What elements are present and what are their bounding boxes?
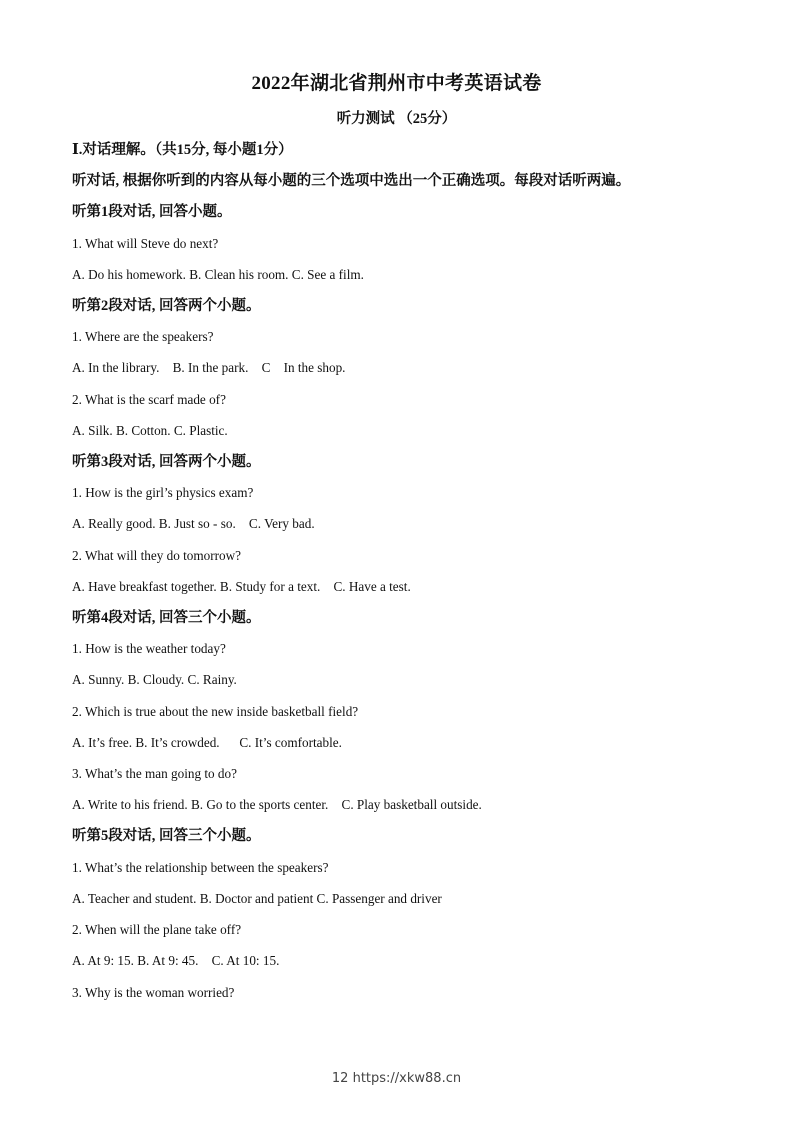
question-text: 2. Which is true about the new inside basketball field? bbox=[72, 704, 359, 719]
question-text: 1. What will Steve do next? bbox=[72, 236, 219, 251]
section-heading: 听第5段对话, 回答三个小题。 bbox=[72, 828, 261, 844]
section-heading: 听第3段对话, 回答两个小题。 bbox=[72, 454, 261, 470]
answer-options: A. At 9: 15. B. At 9: 45. C. At 10: 15. bbox=[72, 953, 280, 968]
question-text: 1. How is the weather today? bbox=[72, 641, 226, 656]
answer-options: A. Sunny. B. Cloudy. C. Rainy. bbox=[72, 672, 237, 687]
question-text: 2. What is the scarf made of? bbox=[72, 392, 226, 407]
page-title: 2022年湖北省荆州市中考英语试卷 bbox=[251, 73, 542, 94]
answer-options: A. Have breakfast together. B. Study for a text. C. Have a test. bbox=[72, 579, 411, 594]
question-text: 1. Where are the speakers? bbox=[72, 329, 214, 344]
instructions: 听对话, 根据你听到的内容从每小题的三个选项中选出一个正确选项。每段对话听两遍。 bbox=[72, 173, 631, 189]
question-text: 3. What’s the man going to do? bbox=[72, 766, 237, 781]
answer-options: A. Teacher and student. B. Doctor and patient C. Passenger and driver bbox=[72, 891, 442, 906]
answer-options: A. Really good. B. Just so - so. C. Very bad. bbox=[72, 516, 315, 531]
question-text: 1. How is the girl’s physics exam? bbox=[72, 485, 254, 500]
question-text: 2. What will they do tomorrow? bbox=[72, 548, 241, 563]
answer-options: A. In the library. B. In the park. C In the shop. bbox=[72, 360, 346, 375]
answer-options: A. Write to his friend. B. Go to the sports center. C. Play basketball outside. bbox=[72, 797, 482, 812]
section-heading: 听第4段对话, 回答三个小题。 bbox=[72, 610, 261, 626]
question-text: 1. What’s the relationship between the speakers? bbox=[72, 860, 329, 875]
answer-options: A. Silk. B. Cotton. C. Plastic. bbox=[72, 423, 228, 438]
question-text: 3. Why is the woman worried? bbox=[72, 985, 235, 1000]
answer-options: A. It’s free. B. It’s crowded. C. It’s comfortable. bbox=[72, 735, 342, 750]
question-text: 2. When will the plane take off? bbox=[72, 922, 242, 937]
part-heading: Ⅰ.对话理解。（共15分, 每小题1分） bbox=[72, 142, 293, 158]
section-heading: 听第2段对话, 回答两个小题。 bbox=[72, 298, 261, 314]
page-footer: 12 https://xkw88.cn bbox=[331, 1071, 462, 1086]
answer-options: A. Do his homework. B. Clean his room. C. See a film. bbox=[72, 267, 364, 282]
section-heading: 听第1段对话, 回答小题。 bbox=[72, 204, 232, 220]
page-subtitle: 听力测试 （25分） bbox=[336, 111, 457, 127]
